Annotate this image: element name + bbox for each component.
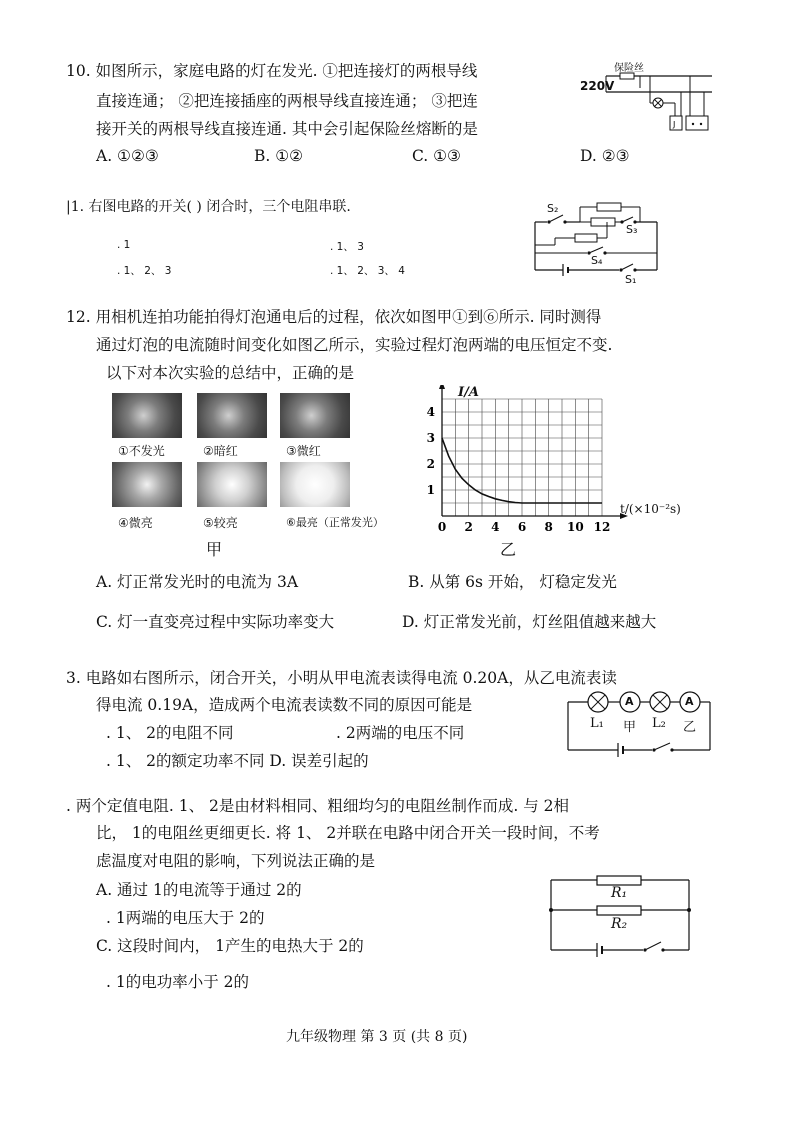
x-tick-label: 0	[437, 520, 447, 534]
q13-l1-label: L₁	[590, 716, 604, 731]
x-tick-label: 8	[544, 520, 553, 534]
bulb-photo-2	[197, 393, 267, 438]
r2-resistor	[597, 906, 641, 915]
q11-s3-label: S₃	[626, 223, 638, 236]
q13-option-cd: . 1、 2的额定功率不同 D. 误差引起的	[106, 752, 369, 770]
q14-r1-label: R₁	[611, 885, 628, 901]
q13-line2: 得电流 0.19A，造成两个电流表读数不同的原因可能是	[96, 696, 473, 714]
q13-line1: 3. 电路如右图所示，闭合开关，小明从甲电流表读得电流 0.20A，从乙电流表读	[66, 669, 617, 687]
figure-yi-label: 乙	[500, 540, 517, 559]
y-tick-label: 1	[426, 483, 435, 497]
bulb-photo-5	[197, 462, 267, 507]
q14-option-a: A. 通过 1的电流等于通过 2的	[96, 881, 302, 899]
q11-option-b: . 1、 3	[330, 241, 364, 253]
q11-option-d: . 1、 2、 3、 4	[330, 265, 405, 277]
y-tick-label: 2	[426, 457, 435, 471]
q11-stem: |1. 右图电路的开关( ) 闭合时，三个电阻串联.	[66, 199, 351, 215]
q12-option-b: B. 从第 6s 开始， 灯稳定发光	[408, 573, 617, 591]
chart-y-label: I/A	[458, 385, 479, 400]
q14-parallel-circuit-figure	[545, 868, 695, 958]
bulb-photo-3	[280, 393, 350, 438]
q13-circuit-figure	[560, 684, 720, 758]
q10-household-circuit-figure	[580, 56, 715, 136]
q14-line1: . 两个定值电阻. 1、 2是由材料相同、粗细均匀的电阻丝制作而成. 与 2相	[66, 797, 570, 815]
q14-r2-label: R₂	[611, 916, 628, 932]
x-tick-label: 12	[593, 520, 611, 534]
q10-option-d: D. ②③	[580, 147, 630, 165]
bulb-caption-3: ③微红	[286, 444, 321, 458]
x-tick-label: 10	[566, 520, 584, 534]
q13-l2-label: L₂	[652, 716, 666, 731]
q11-s4-label: S₄	[591, 254, 603, 267]
q14-line3: 虑温度对电阻的影响，下列说法正确的是	[96, 852, 376, 870]
q10-line1: 10. 如图所示，家庭电路的灯在发光. ①把连接灯的两根导线	[66, 62, 478, 80]
q11-option-a: . 1	[117, 239, 131, 251]
y-axis-arrow	[439, 385, 445, 389]
q10-option-a: A. ①②③	[96, 147, 159, 165]
q14-line2: 比， 1的电阻丝更细更长. 将 1、 2并联在电路中闭合开关一段时间，不考	[96, 824, 600, 842]
q14-option-b: . 1两端的电压大于 2的	[106, 909, 265, 927]
bulb-photo-1	[112, 393, 182, 438]
ammeter-yi-symbol: A	[685, 695, 694, 708]
q14-option-c: C. 这段时间内， 1产生的电热大于 2的	[96, 937, 364, 955]
q13-option-b: . 2两端的电压不同	[336, 724, 465, 742]
figure-jia-label: 甲	[206, 540, 223, 559]
q13-yi-label: 乙	[683, 720, 697, 735]
bulb-caption-5: ⑤较亮	[203, 516, 238, 530]
current-time-chart-svg	[424, 385, 714, 545]
q12-option-a: A. 灯正常发光时的电流为 3A	[96, 573, 299, 591]
bulb-photo-4	[112, 462, 182, 507]
q11-circuit-figure	[525, 195, 665, 287]
q12-option-d: D. 灯正常发光前，灯丝阻值越来越大	[402, 613, 657, 631]
q10-line2: 直接连通； ②把连接插座的两根导线直接连通； ③把连	[96, 92, 478, 110]
q12-line3: 以下对本次实验的总结中，正确的是	[106, 364, 355, 382]
q12-line2: 通过灯泡的电流随时间变化如图乙所示，实验过程灯泡两端的电压恒定不变.	[96, 336, 613, 354]
q10-option-c: C. ①③	[412, 147, 461, 165]
bulb-caption-2: ②暗红	[203, 444, 238, 458]
bulb-caption-4: ④微亮	[118, 516, 153, 530]
q13-jia-label: 甲	[623, 720, 637, 735]
bulb-caption-6: ⑥最亮（正常发光）	[286, 516, 384, 529]
q11-option-c: . 1、 2、 3	[117, 265, 172, 277]
q10-fuse-label: 保险丝	[614, 63, 644, 74]
q10-voltage-label: 220V	[580, 79, 615, 93]
y-tick-label: 4	[426, 405, 435, 419]
x-tick-label: 2	[464, 520, 473, 534]
q11-s2-label: S₂	[547, 202, 559, 215]
x-tick-label: 6	[517, 520, 527, 534]
q11-s1-label: S₁	[625, 273, 637, 286]
page-footer: 九年级物理 第 3 页 (共 8 页)	[286, 1029, 468, 1045]
y-tick-label: 3	[426, 431, 435, 445]
q10-line3: 接开关的两根导线直接连通. 其中会引起保险丝熔断的是	[96, 120, 478, 138]
q12-option-c: C. 灯一直变亮过程中实际功率变大	[96, 613, 335, 631]
q13-option-a: . 1、 2的电阻不同	[106, 724, 234, 742]
q14-option-d: . 1的电功率小于 2的	[106, 973, 250, 991]
x-tick-label: 4	[491, 520, 500, 534]
q12-line1: 12. 用相机连拍功能拍得灯泡通电后的过程，依次如图甲①到⑥所示. 同时测得	[66, 308, 602, 326]
current-time-chart	[424, 385, 714, 545]
r1-resistor	[597, 876, 641, 885]
svg-text:J: J	[673, 120, 676, 129]
bulb-photo-6	[280, 462, 350, 507]
ammeter-jia-symbol: A	[625, 695, 634, 708]
chart-x-label: t/(×10⁻²s)	[620, 502, 681, 516]
bulb-caption-1: ①不发光	[118, 444, 165, 458]
q10-option-b: B. ①②	[254, 147, 304, 165]
